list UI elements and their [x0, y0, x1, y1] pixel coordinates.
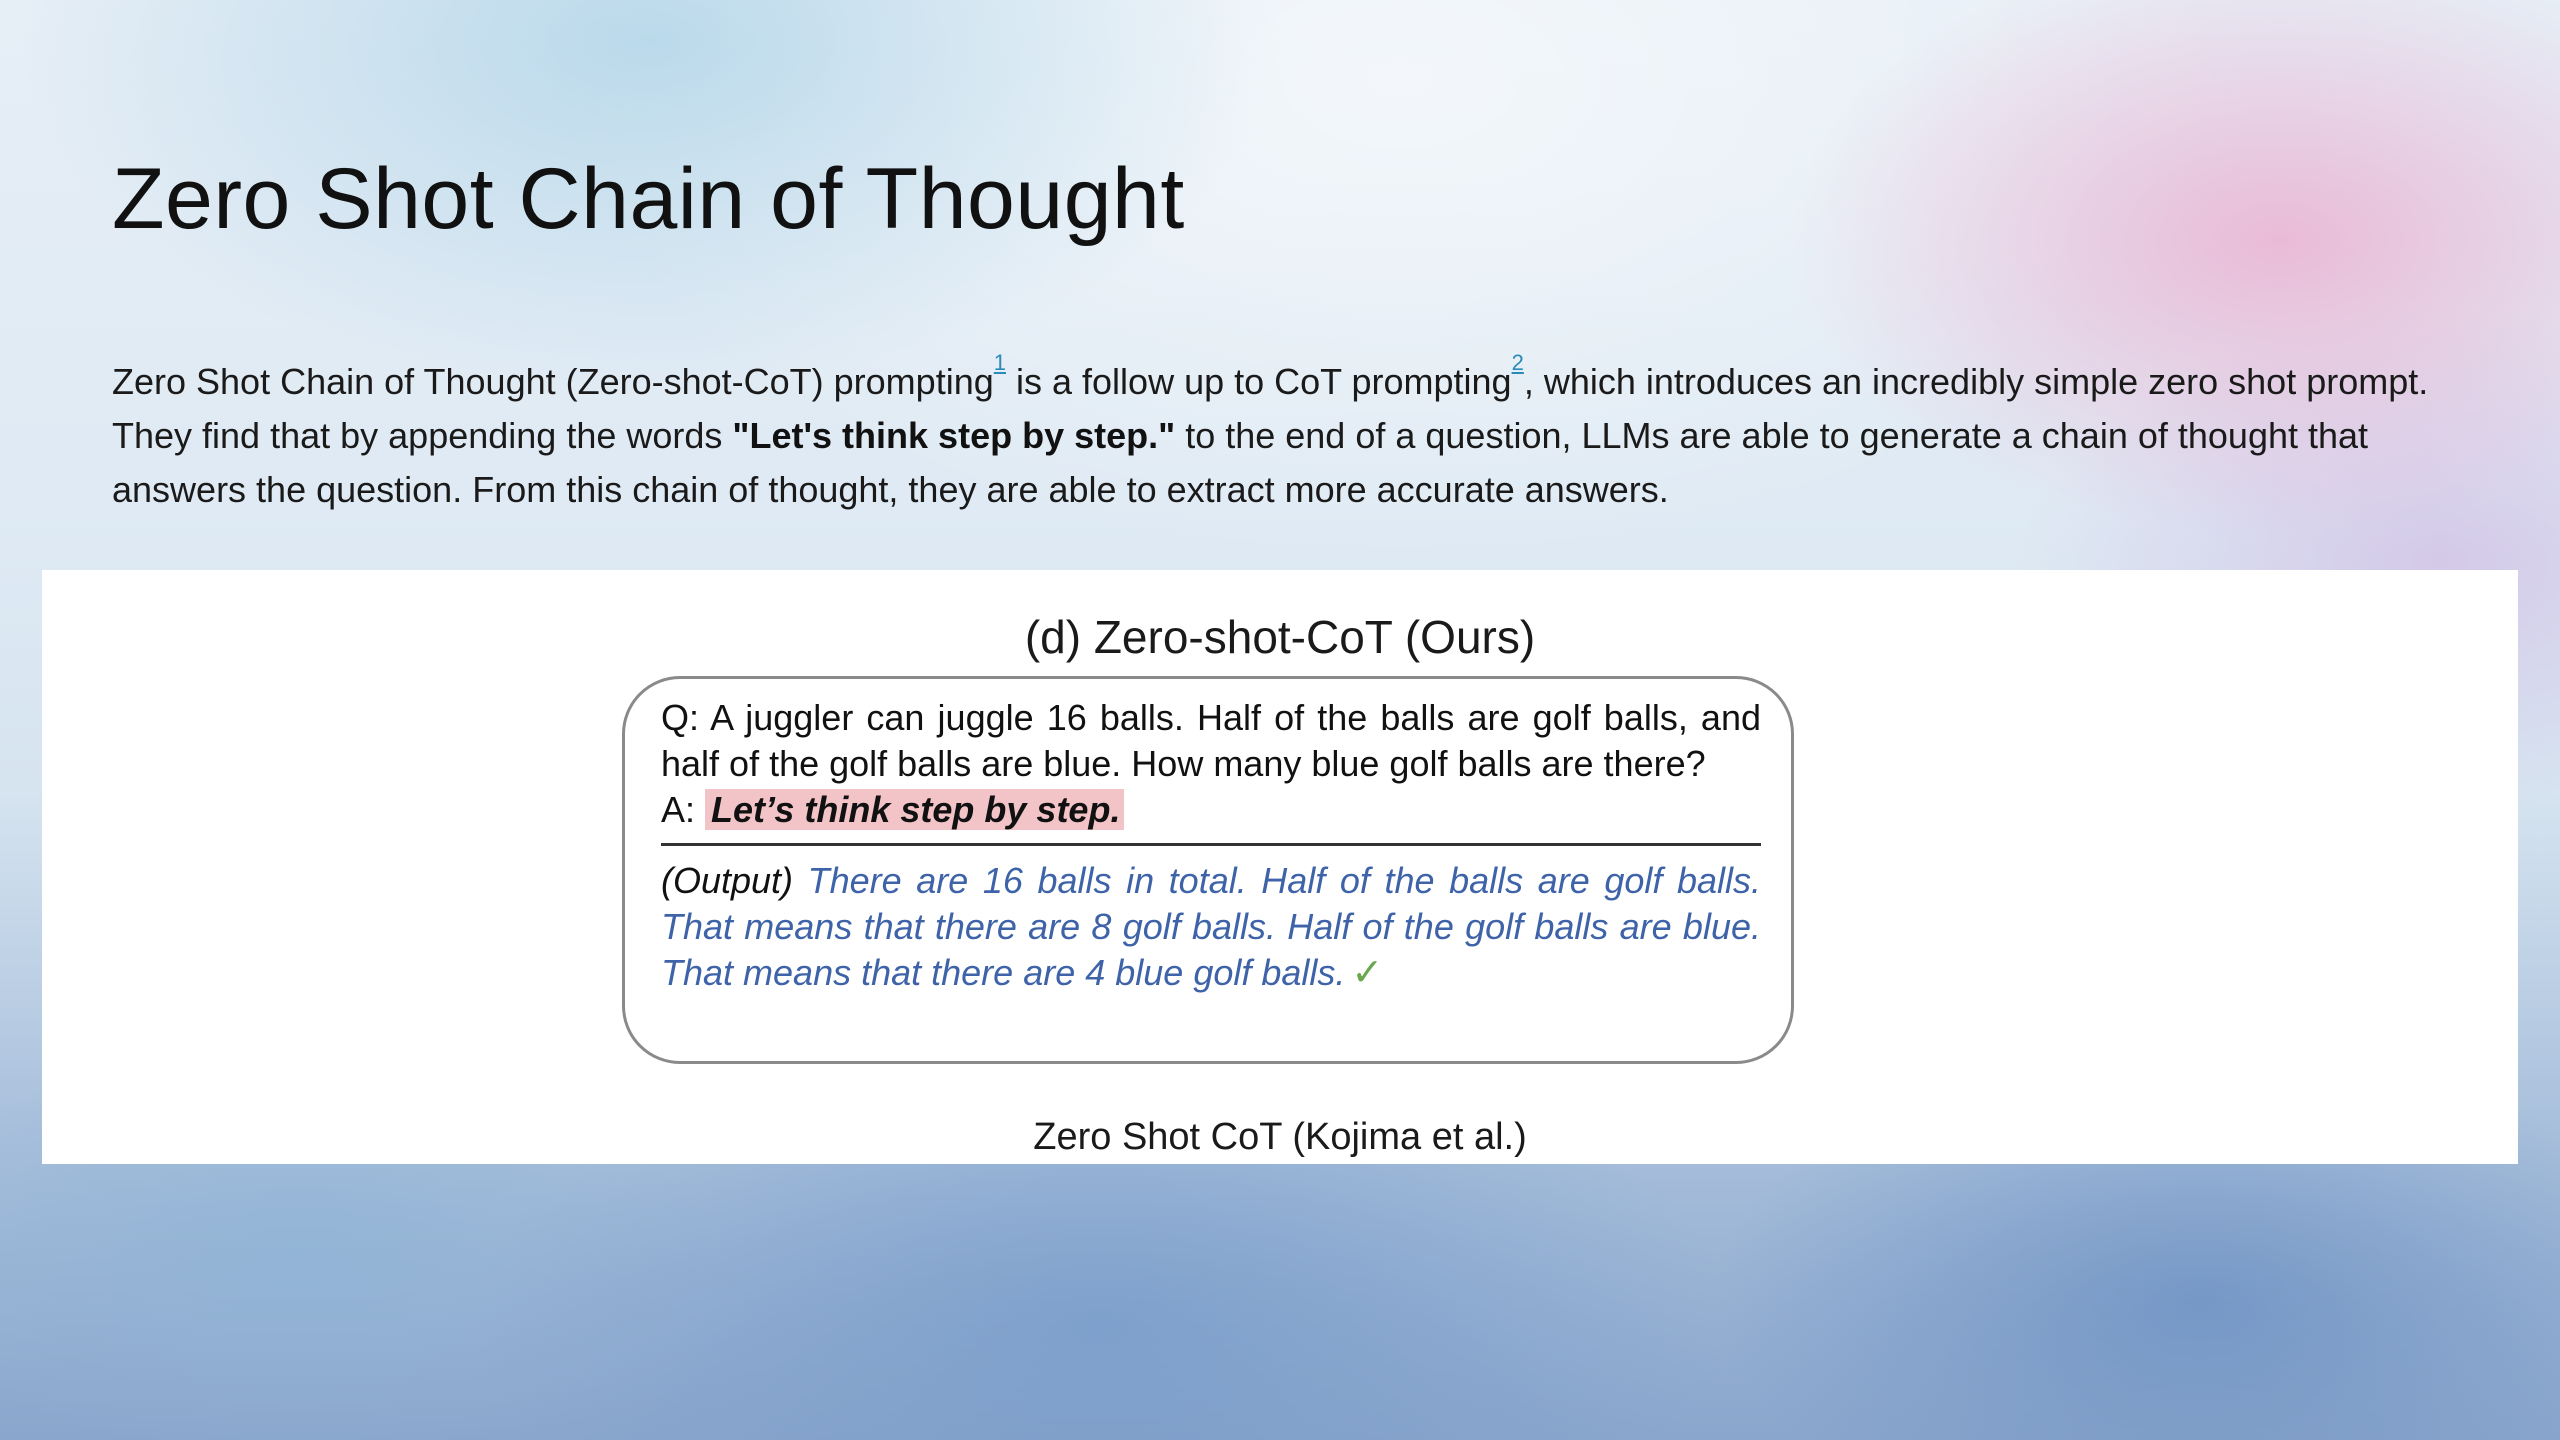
- figure-panel: [42, 570, 2518, 1164]
- intro-text-1: Zero Shot Chain of Thought (Zero-shot-CoT) prompting: [112, 361, 994, 402]
- footnote-ref-2: [1511, 350, 1524, 388]
- slide-title: Zero Shot Chain of Thought: [112, 151, 1185, 247]
- figure-caption: Zero Shot CoT (Kojima et al.): [1033, 1116, 1527, 1158]
- highlighted-prompt: Let’s think step by step.: [705, 789, 1124, 830]
- question-text: Q: A juggler can juggle 16 balls. Half of the balls are golf balls, and half of the golf balls are blue. How many blue golf balls are there?: [661, 697, 1761, 784]
- output-block: [661, 858, 1761, 996]
- answer-prefix: A:: [661, 789, 706, 830]
- intro-paragraph: [112, 345, 2432, 517]
- intro-bold-phrase: "Let's think step by step.": [732, 415, 1176, 456]
- intro-text-4: to the end of a question, LLMs are able to generate a chain of thought that answers the question. From this chain of thought, they are able to extract more accurate answers.: [112, 415, 2369, 510]
- output-label: (Output): [661, 860, 794, 901]
- intro-text-2: is a follow up to CoT prompting: [1006, 361, 1512, 402]
- output-text: There are 16 balls in total. Half of the balls are golf balls. That means that there are 8 golf balls. Half of the golf balls are blue. That means that there are 4 blue golf balls.: [661, 860, 1761, 993]
- footnote-link-1[interactable]: 1: [993, 350, 1006, 375]
- figure-heading: (d) Zero-shot-CoT (Ours): [1024, 611, 1536, 663]
- checkmark-icon: ✓: [1351, 952, 1384, 994]
- divider-line: [661, 843, 1761, 846]
- intro-text-3: , which introduces an incredibly simple zero shot prompt. They find that by appending the words: [112, 361, 2429, 456]
- footnote-link-2[interactable]: 2: [1511, 350, 1524, 375]
- footnote-ref-1: [993, 350, 1006, 388]
- answer-line: [661, 787, 1761, 833]
- qa-example-box: [622, 676, 1794, 1064]
- qa-content: [661, 695, 1761, 996]
